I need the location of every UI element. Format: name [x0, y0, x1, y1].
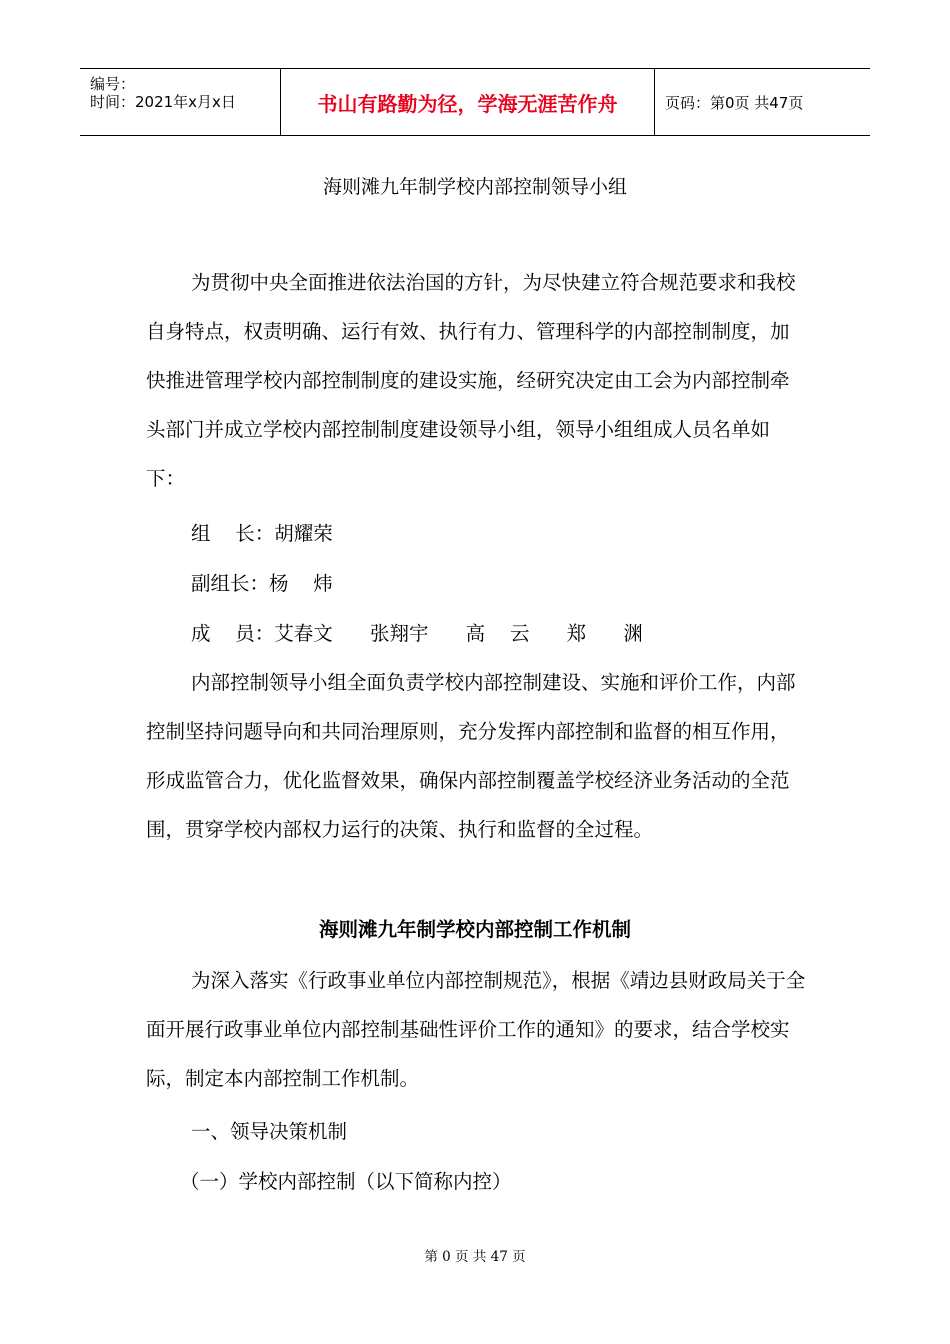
intro-paragraph: 为贯彻中央全面推进依法治国的方针，为尽快建立符合规范要求和我校自身特点，权责明确、运行有效、执行有力、管理科学的内部控制制度，加快推进管理学校内部控制制度的建设实施，经研究决定由工会为内部控制牵头部门并成立学校内部控制制度建设领导小组，领导小组组成人员名单如下：	[146, 271, 796, 490]
section-intro-paragraph: 为深入落实《行政事业单位内部控制规范》，根据《靖边县财政局关于全面开展行政事业单位内部控制基础性评价工作的通知》的要求，结合学校实际，制定本内部控制工作机制。	[146, 969, 806, 1090]
document-number-label: 编号：	[90, 75, 136, 93]
heading-level-1: 一、领导决策机制	[191, 1120, 348, 1143]
leader-line: 组 长：胡耀荣	[191, 522, 333, 545]
heading-level-2: （一）学校内部控制（以下简称内控）	[180, 1170, 512, 1193]
section-title: 海则滩九年制学校内部控制工作机制	[318, 918, 631, 941]
page-footer: 第 0 页 共 47 页	[424, 1249, 526, 1265]
header-motto-cell	[281, 69, 655, 135]
page-info: 页码：第0页 共47页	[665, 93, 804, 112]
deputy-leader-line: 副组长：杨 炜	[191, 572, 333, 595]
document-date-label: 时间：2021年x月x日	[90, 93, 236, 111]
duty-paragraph: 内部控制领导小组全面负责学校内部控制建设、实施和评价工作，内部控制坚持问题导向和共同治理原则，充分发挥内部控制和监督的相互作用，形成监管合力，优化监督效果，确保内部控制覆盖学校经济业务活动的全范围，贯穿学校内部权力运行的决策、执行和监督的全过程。	[146, 671, 796, 841]
document-title: 海则滩九年制学校内部控制领导小组	[322, 176, 627, 198]
document-header	[80, 68, 870, 136]
header-page-cell	[655, 69, 870, 135]
motto-text: 书山有路勤为径，学海无涯苦作舟	[317, 91, 618, 116]
header-meta-cell	[80, 69, 281, 135]
members-line: 成 员：艾春文 张翔宇 高 云 郑 渊	[191, 622, 643, 645]
